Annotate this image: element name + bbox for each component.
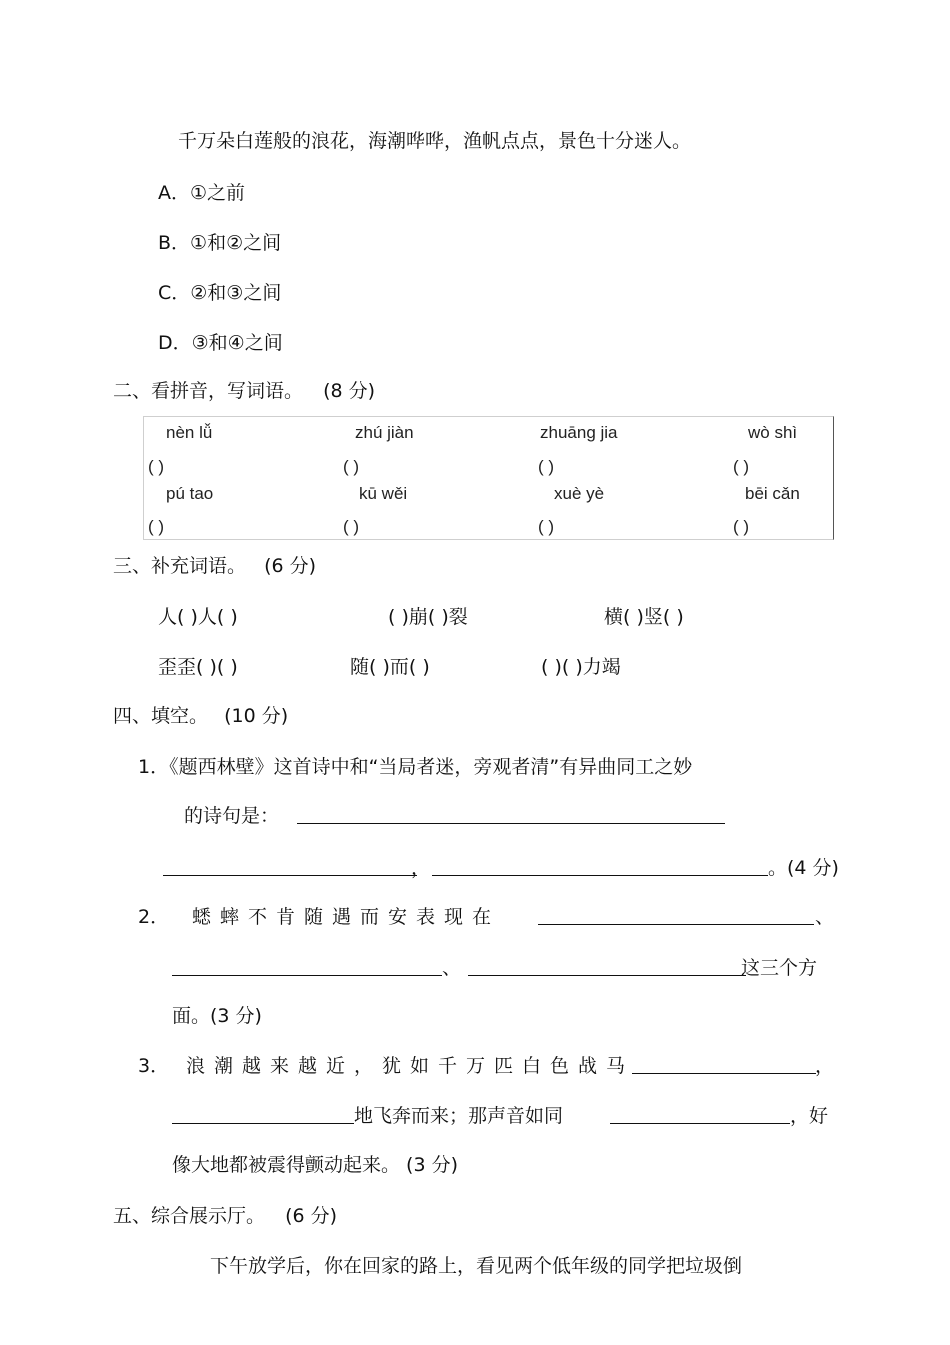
pinyin-7: xuè yè xyxy=(554,484,605,503)
idiom-1: 人( )人( ) xyxy=(158,606,238,628)
q1-blank-3[interactable] xyxy=(432,855,768,883)
answer-box-2[interactable]: ( ) xyxy=(343,457,360,476)
answer-box-4[interactable]: ( ) xyxy=(733,457,750,476)
q1-prompt: 的诗句是： xyxy=(184,805,280,827)
q2-line3: 面。(3 分) xyxy=(172,1005,262,1027)
pinyin-3: zhuāng jia xyxy=(540,423,618,442)
section4-heading xyxy=(113,703,288,729)
answer-box-5[interactable]: ( ) xyxy=(148,517,165,536)
q2-sep2: 、 xyxy=(442,957,462,979)
section5-score: (6 分) xyxy=(285,1205,338,1227)
option-a: A．①之前 xyxy=(158,182,246,204)
pinyin-6: kū wěi xyxy=(359,484,408,503)
section3-heading xyxy=(113,553,316,579)
q2-sep: 、 xyxy=(815,906,835,928)
section5-title: 五、综合展示厅。 xyxy=(113,1205,266,1227)
pinyin-2: zhú jiàn xyxy=(355,423,414,442)
option-d: D．③和④之间 xyxy=(158,332,283,354)
option-b: B．①和②之间 xyxy=(158,232,282,254)
idiom-3: 横( )竖( ) xyxy=(604,606,684,628)
idiom-6: ( )( )力竭 xyxy=(541,656,621,678)
q3-blank-2[interactable] xyxy=(172,1103,354,1131)
q2-blank-2[interactable] xyxy=(172,955,442,983)
q3-blank-3[interactable] xyxy=(610,1103,790,1131)
pinyin-8: bēi cǎn xyxy=(745,484,800,503)
q1-blank-2[interactable] xyxy=(163,855,417,883)
q3-number: 3． xyxy=(138,1055,170,1077)
q3-line3: 像大地都被震得颤动起来。 (3 分) xyxy=(172,1154,458,1176)
q2-tail: 这三个方 xyxy=(741,957,818,979)
section4-title: 四、填空。 xyxy=(113,705,209,727)
q3-comma: ， xyxy=(815,1055,835,1077)
q2-text: 蟋蟀不肯随遇而安表现在 xyxy=(192,906,501,928)
section3-title: 三、补充词语。 xyxy=(113,555,247,577)
section2-heading xyxy=(113,378,375,404)
q2-blank-1[interactable] xyxy=(538,904,814,932)
pinyin-1: nèn lǚ xyxy=(166,423,213,442)
q3-text: 浪潮越来越近，犹如千万匹白色战马 xyxy=(186,1055,635,1077)
q1-stem: 1．《题西林壁》这首诗中和“当局者迷，旁观者清”有异曲同工之妙 xyxy=(138,756,693,778)
idiom-4: 歪歪( )( ) xyxy=(158,656,238,678)
section2-title: 二、看拼音，写词语。 xyxy=(113,380,304,402)
q2-number: 2． xyxy=(138,906,170,928)
q3-blank-1[interactable] xyxy=(632,1053,816,1081)
q3-mid: 地飞奔而来；那声音如同 xyxy=(354,1105,564,1127)
option-c: C．②和③之间 xyxy=(158,282,282,304)
section4-score: (10 分) xyxy=(224,705,289,727)
answer-box-7[interactable]: ( ) xyxy=(538,517,555,536)
pinyin-4: wò shì xyxy=(748,423,798,442)
section3-score: (6 分) xyxy=(264,555,317,577)
answer-box-1[interactable]: ( ) xyxy=(148,457,165,476)
answer-box-6[interactable]: ( ) xyxy=(343,517,360,536)
section5-heading xyxy=(113,1203,337,1229)
section5-text: 下午放学后，你在回家的路上，看见两个低年级的同学把垃圾倒 xyxy=(210,1255,743,1277)
section2-score: (8 分) xyxy=(323,380,376,402)
q1-end: 。(4 分) xyxy=(768,857,839,879)
q3-end: ，好 xyxy=(790,1105,829,1127)
q1-comma: ， xyxy=(411,857,431,879)
pinyin-5: pú tao xyxy=(166,484,214,503)
answer-box-3[interactable]: ( ) xyxy=(538,457,555,476)
q2-blank-3[interactable] xyxy=(468,955,746,983)
passage-text: 千万朵白莲般的浪花，海潮哗哗，渔帆点点，景色十分迷人。 xyxy=(178,130,692,152)
idiom-5: 随( )而( ) xyxy=(350,656,430,678)
pinyin-grid xyxy=(143,416,834,540)
q1-blank-1[interactable] xyxy=(297,803,725,831)
answer-box-8[interactable]: ( ) xyxy=(733,517,750,536)
idiom-2: ( )崩( )裂 xyxy=(388,606,468,628)
